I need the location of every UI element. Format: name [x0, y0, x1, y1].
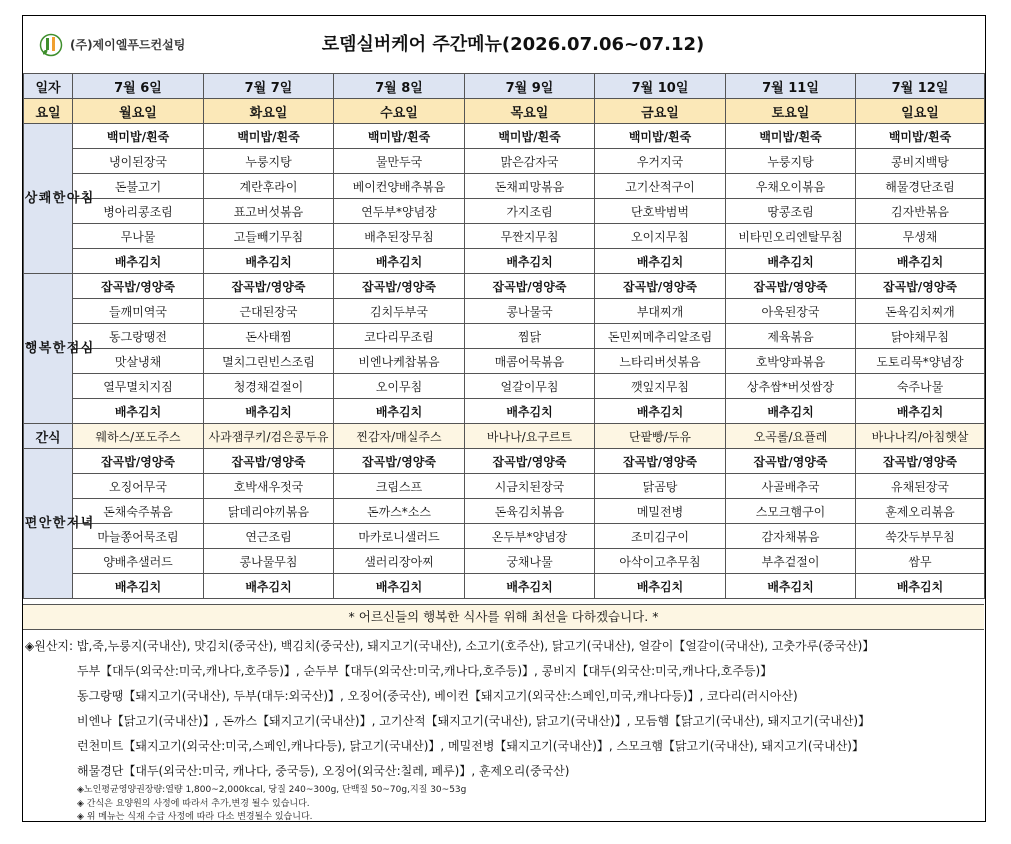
sheet-header	[23, 16, 984, 73]
menu-item: 돈채피망볶음	[465, 174, 595, 199]
menu-item: 양배추샐러드	[73, 549, 204, 574]
menu-item: 열무멸치지짐	[73, 374, 204, 399]
menu-item: 메밀전병	[595, 499, 726, 524]
weekday-row	[24, 99, 985, 124]
menu-item: 배추김치	[856, 399, 985, 424]
weekday-cell: 일요일	[856, 99, 985, 124]
lunch-label-char: 한	[52, 341, 66, 356]
menu-item: 배추김치	[334, 574, 465, 599]
breakfast-row	[24, 174, 985, 199]
menu-item: 맑은감자국	[465, 149, 595, 174]
menu-item: 누룽지탕	[204, 149, 334, 174]
weekday-cell: 월요일	[73, 99, 204, 124]
menu-item: 잡곡밥/영양죽	[334, 274, 465, 299]
dinner-row	[24, 474, 985, 499]
menu-item: 백미밥/흰죽	[204, 124, 334, 149]
menu-item: 백미밥/흰죽	[726, 124, 856, 149]
menu-item: 배추김치	[334, 399, 465, 424]
menu-item: 백미밥/흰죽	[595, 124, 726, 149]
date-header-label: 일자	[24, 74, 73, 99]
menu-item: 물만두국	[334, 149, 465, 174]
menu-item: 배추김치	[465, 574, 595, 599]
menu-item: 우채오이볶음	[726, 174, 856, 199]
menu-item: 오징어무국	[73, 474, 204, 499]
menu-item: 궁채나물	[465, 549, 595, 574]
menu-item: 스모크햄구이	[726, 499, 856, 524]
menu-item: 닭데리야끼볶음	[204, 499, 334, 524]
menu-item: 배추김치	[465, 249, 595, 274]
menu-item: 쌈무	[856, 549, 985, 574]
menu-item: 잡곡밥/영양죽	[465, 274, 595, 299]
menu-item: 동그랑땡전	[73, 324, 204, 349]
dinner-row	[24, 524, 985, 549]
menu-item: 잡곡밥/영양죽	[73, 274, 204, 299]
menu-item: 배추김치	[595, 574, 726, 599]
dinner-row	[24, 449, 985, 474]
menu-item: 배추김치	[465, 399, 595, 424]
menu-item: 도토리묵*양념장	[856, 349, 985, 374]
breakfast-label-char: 쾌	[38, 191, 52, 206]
breakfast-row	[24, 124, 985, 149]
menu-item: 돈까스*소스	[334, 499, 465, 524]
menu-item: 누룽지탕	[726, 149, 856, 174]
menu-item: 돈민찌메추리알조림	[595, 324, 726, 349]
menu-item: 돈불고기	[73, 174, 204, 199]
menu-item: 땅콩조림	[726, 199, 856, 224]
menu-item: 배추김치	[204, 399, 334, 424]
snack-item: 찐감자/매실주스	[334, 424, 465, 449]
menu-item: 배추김치	[595, 399, 726, 424]
menu-item: 배추김치	[595, 249, 726, 274]
menu-item: 쑥갓두부무침	[856, 524, 985, 549]
dinner-label	[24, 449, 94, 599]
menu-item: 유채된장국	[856, 474, 985, 499]
menu-item: 찜닭	[465, 324, 595, 349]
origin-line: 런천미트【돼지고기(외국산:미국,스페인,캐나다등), 닭고기(국내산)】, 메밀전병【돼지고기(국내산)】, 스모크햄【닭고기(국내산), 돼지고기(국내산)】	[77, 739, 864, 753]
menu-item: 백미밥/흰죽	[73, 124, 204, 149]
breakfast-label-char: 침	[80, 191, 94, 206]
weekday-cell: 금요일	[595, 99, 726, 124]
menu-item: 잡곡밥/영양죽	[204, 274, 334, 299]
origin-line: ◈원산지: 밥,죽,누룽지(국내산), 맛김치(중국산), 백김치(중국산), 돼지고기(국내산), 소고기(호주산), 닭고기(국내산), 얼갈이【얼갈이(국내산), 고춧가루(중국산)】	[25, 639, 875, 653]
menu-item: 배추김치	[726, 574, 856, 599]
breakfast-row	[24, 249, 985, 274]
date-cell: 7월 10일	[595, 74, 726, 99]
menu-item: 청경채겉절이	[204, 374, 334, 399]
menu-item: 해물경단조림	[856, 174, 985, 199]
dinner-label-char: 안	[38, 516, 52, 531]
menu-item: 닭야채무침	[856, 324, 985, 349]
menu-item: 잡곡밥/영양죽	[856, 274, 985, 299]
menu-item: 배추김치	[73, 574, 204, 599]
weekday-cell: 수요일	[334, 99, 465, 124]
menu-item: 우거지국	[595, 149, 726, 174]
date-cell: 7월 11일	[726, 74, 856, 99]
menu-item: 돈사태찜	[204, 324, 334, 349]
snack-item: 사과잼쿠키/검은콩두유	[204, 424, 334, 449]
menu-item: 표고버섯볶음	[204, 199, 334, 224]
menu-item: 김자반볶음	[856, 199, 985, 224]
date-cell: 7월 8일	[334, 74, 465, 99]
date-cell: 7월 6일	[73, 74, 204, 99]
snack-item: 바나나킥/아침햇살	[856, 424, 985, 449]
menu-item: 배추김치	[334, 249, 465, 274]
weekday-cell: 화요일	[204, 99, 334, 124]
snack-note: ◈ 간식은 요양원의 사정에 따라서 추가,변경 될수 있습니다.	[77, 799, 310, 809]
menu-item: 크림스프	[334, 474, 465, 499]
menu-item: 느타리버섯볶음	[595, 349, 726, 374]
menu-item: 근대된장국	[204, 299, 334, 324]
dinner-label-char: 한	[52, 516, 66, 531]
company-logo-icon	[40, 33, 62, 57]
menu-item: 배추김치	[726, 399, 856, 424]
menu-item: 병아리콩조림	[73, 199, 204, 224]
origin-line: 두부【대두(외국산:미국,캐나다,호주등)】, 순두부【대두(외국산:미국,캐나다,호주등)】, 콩비지【대두(외국산:미국,캐나다,호주등)】	[77, 664, 773, 678]
snack-item: 바나나/요구르트	[465, 424, 595, 449]
menu-item: 배추김치	[204, 249, 334, 274]
breakfast-label-char: 상	[24, 191, 38, 206]
breakfast-row	[24, 149, 985, 174]
menu-item: 단호박범벅	[595, 199, 726, 224]
lunch-label-char: 심	[80, 341, 94, 356]
menu-item: 부추겉절이	[726, 549, 856, 574]
menu-item: 콩나물무침	[204, 549, 334, 574]
weekly-menu-sheet	[22, 15, 986, 822]
menu-item: 연두부*양념장	[334, 199, 465, 224]
menu-item: 감자채볶음	[726, 524, 856, 549]
lunch-label	[24, 274, 94, 424]
menu-item: 비엔나케찹볶음	[334, 349, 465, 374]
snack-item: 단팥빵/두유	[595, 424, 726, 449]
lunch-row	[24, 374, 985, 399]
menu-item: 온두부*양념장	[465, 524, 595, 549]
menu-item: 계란후라이	[204, 174, 334, 199]
menu-item: 백미밥/흰죽	[465, 124, 595, 149]
menu-item: 숙주나물	[856, 374, 985, 399]
company-name: (주)제이엘푸드컨설팅	[70, 38, 186, 52]
menu-item: 마카로니샐러드	[334, 524, 465, 549]
snack-label: 간식	[24, 424, 73, 449]
menu-item: 매콤어묵볶음	[465, 349, 595, 374]
menu-item: 배추된장무침	[334, 224, 465, 249]
snack-row	[24, 424, 985, 449]
dinner-row	[24, 499, 985, 524]
menu-item: 배추김치	[856, 574, 985, 599]
menu-item: 냉이된장국	[73, 149, 204, 174]
menu-item: 닭곰탕	[595, 474, 726, 499]
menu-item: 훈제오리볶음	[856, 499, 985, 524]
menu-item: 부대찌개	[595, 299, 726, 324]
menu-item: 베이컨양배추볶음	[334, 174, 465, 199]
lunch-row	[24, 324, 985, 349]
dinner-label-char: 편	[24, 516, 38, 531]
date-cell: 7월 7일	[204, 74, 334, 99]
menu-item: 상추쌈*버섯쌈장	[726, 374, 856, 399]
menu-item: 잡곡밥/영양죽	[856, 449, 985, 474]
lunch-row	[24, 349, 985, 374]
weekday-cell: 목요일	[465, 99, 595, 124]
breakfast-label-char: 한	[52, 191, 66, 206]
menu-item: 멸치그린빈스조림	[204, 349, 334, 374]
footer-message: * 어르신들의 행복한 식사를 위해 최선을 다하겠습니다. *	[23, 604, 984, 630]
menu-item: 시금치된장국	[465, 474, 595, 499]
date-cell: 7월 9일	[465, 74, 595, 99]
change-note: ◈ 위 메뉴는 식재 수급 사정에 따라 다소 변경될수 있습니다.	[77, 812, 313, 822]
menu-item: 호박양파볶음	[726, 349, 856, 374]
menu-item: 들깨미역국	[73, 299, 204, 324]
menu-item: 잡곡밥/영양죽	[595, 274, 726, 299]
menu-item: 잡곡밥/영양죽	[334, 449, 465, 474]
origin-line: 동그랑땡【돼지고기(국내산), 두부(대두:외국산)】, 오징어(중국산), 베이컨【돼지고기(외국산:스페인,미국,캐나다등)】, 코다리(러시아산)	[77, 689, 798, 703]
menu-item: 샐러리장아찌	[334, 549, 465, 574]
lunch-row	[24, 299, 985, 324]
menu-item: 마늘쫑어묵조림	[73, 524, 204, 549]
menu-item: 잡곡밥/영양죽	[726, 274, 856, 299]
menu-item: 비타민오리엔탈무침	[726, 224, 856, 249]
lunch-row	[24, 399, 985, 424]
origin-line: 비엔나【닭고기(국내산)】, 돈까스【돼지고기(국내산)】, 고기산적【돼지고기(국내산), 닭고기(국내산)】, 모듬햄【닭고기(국내산), 돼지고기(국내산)】	[77, 714, 871, 728]
menu-table	[23, 73, 985, 599]
menu-item: 콩나물국	[465, 299, 595, 324]
menu-item: 잡곡밥/영양죽	[465, 449, 595, 474]
menu-item: 배추김치	[73, 249, 204, 274]
menu-item: 무나물	[73, 224, 204, 249]
menu-item: 배추김치	[856, 249, 985, 274]
dinner-row	[24, 574, 985, 599]
lunch-label-char: 행	[24, 341, 38, 356]
breakfast-row	[24, 199, 985, 224]
menu-item: 김치두부국	[334, 299, 465, 324]
menu-item: 돈육김치볶음	[465, 499, 595, 524]
menu-item: 고기산적구이	[595, 174, 726, 199]
nutrition-note: ◈노인평균영양권장량:열량 1,800~2,000kcal, 당질 240~300g, 단백질 50~70g,지질 30~53g	[77, 785, 467, 795]
breakfast-label-char: 아	[66, 191, 80, 206]
dinner-row	[24, 549, 985, 574]
snack-item: 오곡롤/요플레	[726, 424, 856, 449]
page-title: 로뎀실버케어 주간메뉴(2026.07.06~07.12)	[321, 34, 705, 55]
menu-item: 배추김치	[204, 574, 334, 599]
menu-item: 잡곡밥/영양죽	[73, 449, 204, 474]
menu-item: 잡곡밥/영양죽	[726, 449, 856, 474]
menu-item: 조미김구이	[595, 524, 726, 549]
snack-item: 웨하스/포도주스	[73, 424, 204, 449]
menu-item: 무짠지무침	[465, 224, 595, 249]
menu-item: 잡곡밥/영양죽	[204, 449, 334, 474]
menu-item: 무생채	[856, 224, 985, 249]
breakfast-row	[24, 224, 985, 249]
dinner-label-char: 녁	[80, 516, 94, 531]
menu-item: 잡곡밥/영양죽	[595, 449, 726, 474]
menu-item: 돈채숙주볶음	[73, 499, 204, 524]
menu-item: 사골배추국	[726, 474, 856, 499]
menu-item: 고들빼기무침	[204, 224, 334, 249]
menu-item: 아욱된장국	[726, 299, 856, 324]
menu-item: 제육볶음	[726, 324, 856, 349]
menu-item: 얼갈이무침	[465, 374, 595, 399]
origin-line: 해물경단【대두(외국산:미국, 캐나다, 중국등), 오징어(외국산:칠레, 페루)】, 훈제오리(중국산)	[77, 764, 570, 778]
menu-item: 연근조림	[204, 524, 334, 549]
menu-item: 배추김치	[726, 249, 856, 274]
weekday-header-label: 요일	[24, 99, 73, 124]
menu-item: 깻잎지무침	[595, 374, 726, 399]
menu-item: 아삭이고추무침	[595, 549, 726, 574]
menu-item: 호박새우젓국	[204, 474, 334, 499]
menu-item: 오이무침	[334, 374, 465, 399]
menu-item: 오이지무침	[595, 224, 726, 249]
menu-item: 맛살냉채	[73, 349, 204, 374]
menu-item: 배추김치	[73, 399, 204, 424]
date-row	[24, 74, 985, 99]
menu-item: 백미밥/흰죽	[856, 124, 985, 149]
date-cell: 7월 12일	[856, 74, 985, 99]
dinner-label-char: 저	[66, 516, 80, 531]
lunch-label-char: 복	[38, 341, 52, 356]
menu-item: 코다리무조림	[334, 324, 465, 349]
menu-item: 콩비지백탕	[856, 149, 985, 174]
lunch-label-char: 점	[66, 341, 80, 356]
menu-item: 돈육김치찌개	[856, 299, 985, 324]
menu-item: 가지조림	[465, 199, 595, 224]
lunch-row	[24, 274, 985, 299]
weekday-cell: 토요일	[726, 99, 856, 124]
breakfast-label	[24, 124, 94, 274]
menu-item: 백미밥/흰죽	[334, 124, 465, 149]
